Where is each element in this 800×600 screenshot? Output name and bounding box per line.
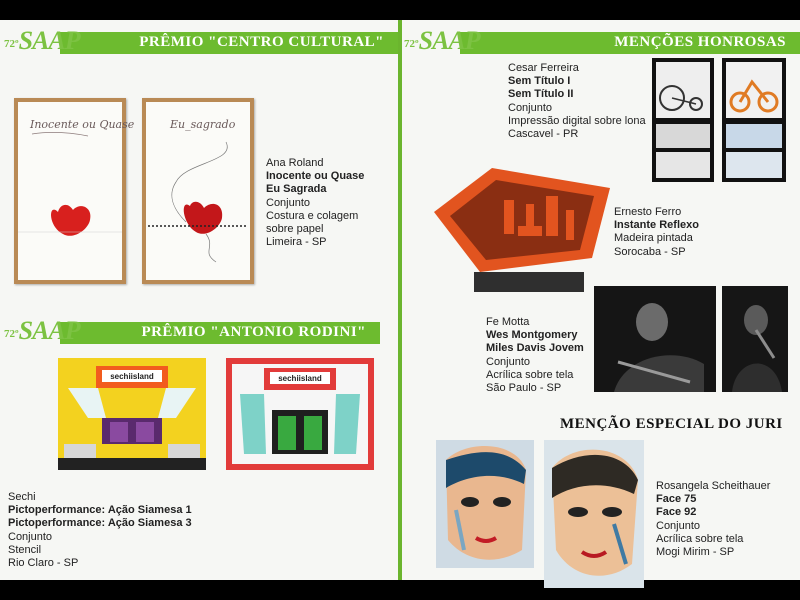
caption-cesar-ferreira bbox=[508, 62, 646, 141]
caption-artist: Rosangela Scheithauer bbox=[656, 480, 771, 492]
caption-technique: sobre papel bbox=[266, 223, 324, 236]
caption-artist: Ana Roland bbox=[266, 157, 324, 169]
left-page bbox=[0, 20, 398, 580]
right-page bbox=[402, 20, 800, 580]
logo-edition: 72º bbox=[4, 38, 19, 50]
caption-rosangela-scheithauer bbox=[656, 480, 770, 559]
caption-technique: Madeira pintada bbox=[614, 232, 693, 245]
logo-edition: 72º bbox=[404, 38, 419, 50]
caption-type: Conjunto bbox=[8, 530, 53, 543]
caption-work-title: Pictoperformance: Ação Siamesa 1 bbox=[8, 504, 192, 517]
caption-sechi bbox=[8, 491, 192, 570]
artwork-miles-davis-jovem bbox=[722, 286, 788, 392]
section-title-mencoes-honrosas: MENÇÕES HONROSAS bbox=[614, 34, 786, 50]
caption-technique: Acrílica sobre tela bbox=[656, 532, 744, 545]
caption-technique: Stencil bbox=[8, 543, 42, 556]
caption-work-title: Face 92 bbox=[656, 506, 697, 519]
saap-logo bbox=[4, 26, 80, 56]
caption-location: Sorocaba - SP bbox=[614, 245, 686, 258]
artwork-wes-montgomery bbox=[594, 286, 716, 392]
caption-type: Conjunto bbox=[508, 101, 553, 114]
artwork-wes-montgomery-drawing bbox=[594, 286, 716, 392]
caption-location: Rio Claro - SP bbox=[8, 557, 79, 570]
section-band-mencoes-honrosas bbox=[460, 32, 800, 54]
artwork-sem-titulo-1-drawing bbox=[652, 58, 714, 182]
artwork-inocente-ou-quase bbox=[14, 98, 135, 284]
caption-fe-motta bbox=[486, 316, 584, 395]
artwork-face-75 bbox=[436, 440, 534, 568]
logo-edition: 72º bbox=[4, 328, 19, 340]
artwork-face-75-drawing bbox=[436, 440, 534, 568]
caption-artist: Ernesto Ferro bbox=[614, 206, 682, 218]
caption-location: Mogi Mirim - SP bbox=[656, 546, 735, 559]
caption-location: Limeira - SP bbox=[266, 236, 327, 249]
caption-work-title: Instante Reflexo bbox=[614, 219, 699, 232]
section-band-antonio-rodini bbox=[60, 322, 380, 344]
caption-work-title: Eu Sagrada bbox=[266, 183, 327, 196]
artwork-handwriting-2: Eu_sagrado bbox=[170, 118, 236, 131]
caption-work-title: Miles Davis Jovem bbox=[486, 342, 584, 355]
section-title-centro-cultural: PRÊMIO "CENTRO CULTURAL" bbox=[139, 34, 384, 50]
artwork-sem-titulo-2 bbox=[722, 58, 786, 182]
caption-location: Cascavel - PR bbox=[508, 128, 579, 141]
caption-work-title: Wes Montgomery bbox=[486, 329, 578, 342]
artwork-acao-siamesa-1-drawing bbox=[58, 358, 206, 470]
caption-work-title: Sem Título I bbox=[508, 75, 571, 88]
artwork-inocente-drawing bbox=[18, 102, 135, 280]
artwork-miles-davis-drawing bbox=[722, 286, 788, 392]
logo-mark: SAAP bbox=[18, 26, 80, 55]
artwork-acao-siamesa-3 bbox=[226, 358, 374, 470]
caption-location: São Paulo - SP bbox=[486, 382, 562, 395]
caption-work-title: Pictoperformance: Ação Siamesa 3 bbox=[8, 517, 192, 530]
artwork-sign-text: sechiisland bbox=[110, 372, 154, 381]
logo-mark: SAAP bbox=[418, 26, 480, 55]
caption-technique: Costura e colagem bbox=[266, 209, 359, 222]
artwork-sem-titulo-2-drawing bbox=[722, 58, 786, 182]
special-mention-title: MENÇÃO ESPECIAL DO JURI bbox=[560, 416, 783, 432]
caption-ana-roland bbox=[266, 157, 364, 249]
caption-work-title: Sem Título II bbox=[508, 88, 574, 101]
section-band-centro-cultural bbox=[60, 32, 398, 54]
caption-work-title: Face 75 bbox=[656, 493, 697, 506]
artwork-sign-text: sechiisland bbox=[278, 374, 322, 383]
caption-type: Conjunto bbox=[266, 196, 311, 209]
caption-artist: Sechi bbox=[8, 491, 36, 503]
artwork-acao-siamesa-3-drawing bbox=[226, 358, 374, 470]
caption-ernesto-ferro bbox=[614, 206, 699, 259]
artwork-handwriting-1: Inocente ou Quase bbox=[30, 118, 135, 131]
logo-mark: SAAP bbox=[18, 316, 80, 345]
caption-technique: Acrílica sobre tela bbox=[486, 368, 574, 381]
artwork-sem-titulo-1 bbox=[652, 58, 714, 182]
caption-artist: Cesar Ferreira bbox=[508, 62, 579, 74]
artwork-acao-siamesa-1 bbox=[58, 358, 206, 470]
caption-technique: Impressão digital sobre lona bbox=[508, 114, 646, 127]
caption-type: Conjunto bbox=[656, 519, 701, 532]
artwork-face-92-drawing bbox=[544, 440, 644, 588]
artwork-eu-sagrada bbox=[142, 98, 254, 284]
section-title-antonio-rodini: PRÊMIO "ANTONIO RODINI" bbox=[141, 324, 366, 340]
saap-logo bbox=[404, 26, 480, 56]
saap-logo bbox=[4, 316, 80, 346]
artwork-face-92 bbox=[544, 440, 644, 588]
caption-type: Conjunto bbox=[486, 355, 531, 368]
artwork-eu-sagrada-drawing bbox=[146, 102, 250, 280]
caption-artist: Fe Motta bbox=[486, 316, 530, 328]
caption-work-title: Inocente ou Quase bbox=[266, 170, 365, 183]
artwork-instante-reflexo-drawing bbox=[434, 160, 614, 302]
artwork-instante-reflexo bbox=[434, 160, 614, 302]
